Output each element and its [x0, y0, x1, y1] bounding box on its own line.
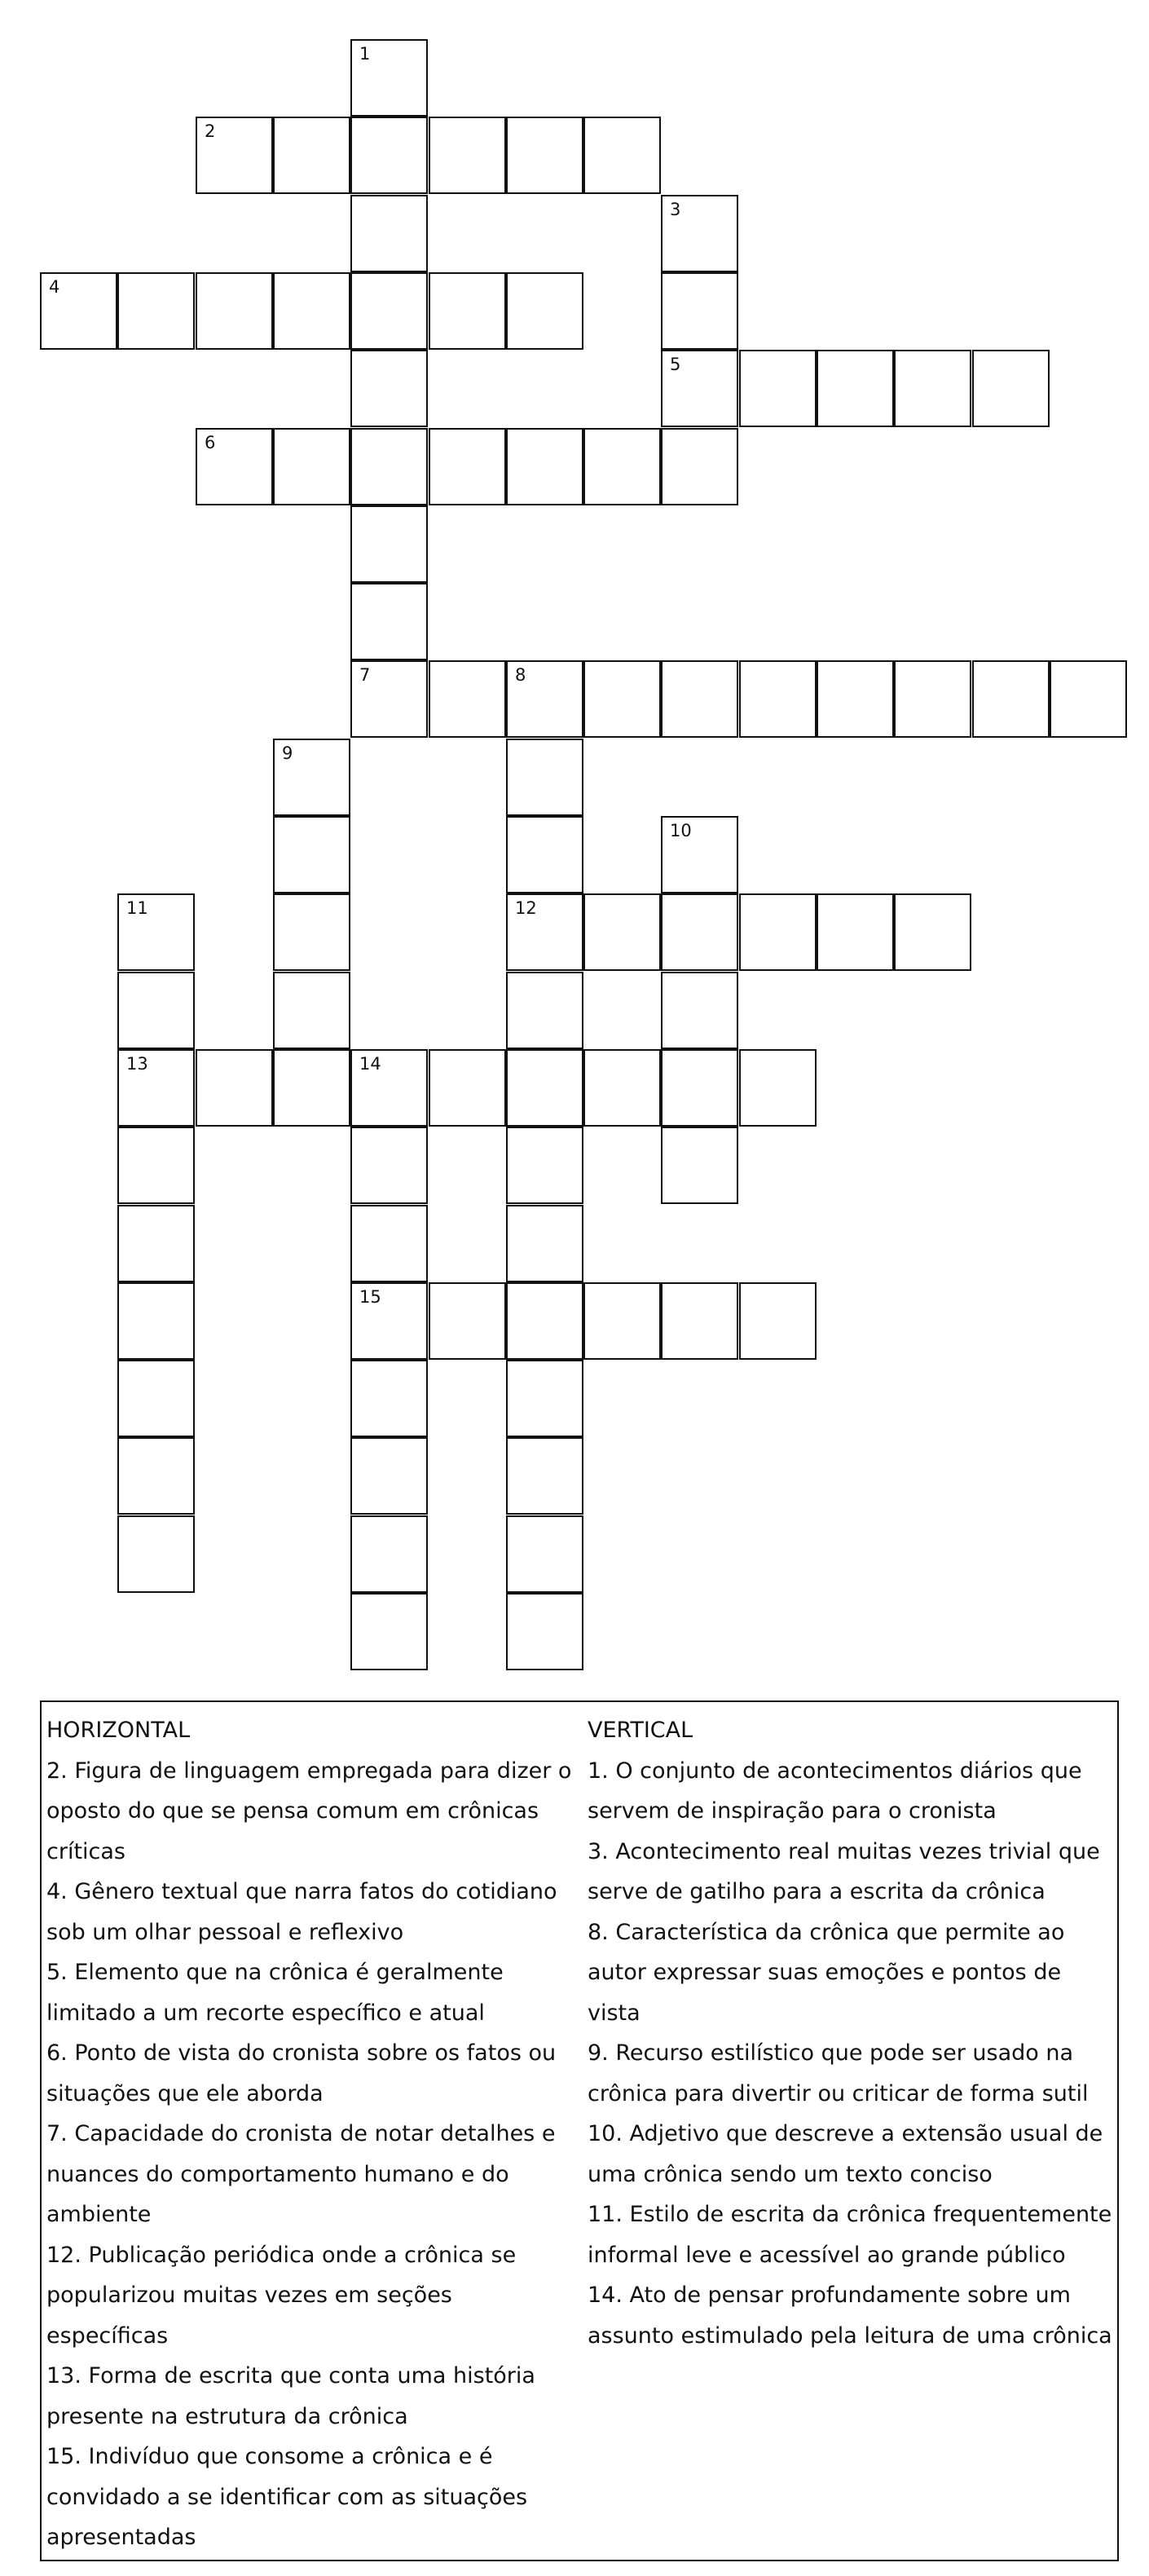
crossword-cell[interactable]: [350, 660, 428, 738]
crossword-cell[interactable]: [972, 350, 1050, 427]
clue-line: 12. Publicação periódica onde a crônica se: [46, 2242, 517, 2268]
clue-line: 13. Forma de escrita que conta uma história: [46, 2363, 535, 2389]
crossword-cell[interactable]: [661, 195, 738, 272]
crossword-cell[interactable]: [972, 660, 1050, 738]
crossword-cell[interactable]: [350, 428, 428, 505]
crossword-cell[interactable]: [583, 1282, 661, 1360]
crossword-cell[interactable]: [117, 1127, 195, 1204]
crossword-cell[interactable]: [506, 816, 583, 893]
clue-number: 1: [359, 44, 371, 64]
clue-line: 9. Recurso estilístico que pode ser usado na: [588, 2040, 1074, 2066]
crossword-cell[interactable]: [661, 972, 738, 1049]
crossword-cell[interactable]: [117, 1205, 195, 1282]
clue-number: 2: [205, 121, 216, 141]
crossword-cell[interactable]: [429, 117, 506, 194]
crossword-cell[interactable]: [196, 1049, 273, 1127]
crossword-cell[interactable]: [196, 272, 273, 350]
clue-line: 7. Capacidade do cronista de notar detalhes e: [46, 2121, 556, 2146]
crossword-cell[interactable]: [583, 428, 661, 505]
clue-line: 5. Elemento que na crônica é geralmente: [46, 1960, 504, 1985]
crossword-cell[interactable]: [350, 1049, 428, 1127]
vertical-heading: VERTICAL: [588, 1718, 693, 1743]
clue-line: 3. Acontecimento real muitas vezes trivial que: [588, 1838, 1100, 1864]
crossword-cell[interactable]: [350, 272, 428, 350]
clue-number: 11: [126, 898, 148, 918]
crossword-cell[interactable]: [117, 1515, 195, 1593]
clue-number: 14: [359, 1054, 381, 1074]
crossword-cell[interactable]: [196, 117, 273, 194]
clue-line: oposto do que se pensa comum em crônicas: [46, 1798, 539, 1824]
crossword-cell[interactable]: [350, 1282, 428, 1360]
crossword-cell[interactable]: [196, 428, 273, 505]
crossword-cell[interactable]: [661, 816, 738, 893]
crossword-cell[interactable]: [894, 893, 971, 971]
clue-line: 4. Gênero textual que narra fatos do cotidiano: [46, 1879, 557, 1904]
crossword-cell[interactable]: [273, 816, 350, 893]
clue-line: informal leve e acessível ao grande público: [588, 2242, 1066, 2268]
crossword-cell[interactable]: [350, 1593, 428, 1670]
clue-number: 10: [670, 821, 692, 840]
crossword-cell[interactable]: [506, 1049, 583, 1127]
clue-line: situações que ele aborda: [46, 2080, 324, 2106]
clue-line: nuances do comportamento humano e do: [46, 2161, 509, 2187]
crossword-cell[interactable]: [273, 117, 350, 194]
clue-number: 7: [359, 665, 371, 685]
crossword-cell[interactable]: [506, 1515, 583, 1593]
clue-line: presente na estrutura da crônica: [46, 2403, 408, 2429]
crossword-cell[interactable]: [273, 428, 350, 505]
crossword-cell[interactable]: [350, 583, 428, 660]
clue-line: convidado a se identificar com as situações: [46, 2484, 528, 2510]
crossword-cell[interactable]: [506, 1593, 583, 1670]
crossword-cell[interactable]: [429, 428, 506, 505]
clue-line: críticas: [46, 1838, 125, 1864]
vertical-clues: [588, 1710, 1117, 2356]
crossword-cell[interactable]: [506, 1127, 583, 1204]
crossword-cell[interactable]: [739, 1049, 817, 1127]
crossword-cell[interactable]: [506, 428, 583, 505]
crossword-cell[interactable]: [506, 272, 583, 350]
horizontal-heading: HORIZONTAL: [46, 1718, 191, 1743]
crossword-cell[interactable]: [661, 272, 738, 350]
crossword-cell[interactable]: [583, 1049, 661, 1127]
crossword-cell[interactable]: [117, 1437, 195, 1515]
crossword-cell[interactable]: [583, 660, 661, 738]
crossword-cell[interactable]: [506, 660, 583, 738]
crossword-cell[interactable]: [661, 350, 738, 427]
crossword-cell[interactable]: [117, 893, 195, 971]
crossword-cell[interactable]: [506, 1282, 583, 1360]
crossword-cell[interactable]: [40, 272, 117, 350]
crossword-cell[interactable]: [506, 1437, 583, 1515]
crossword-cell[interactable]: [817, 350, 894, 427]
clue-number: 4: [49, 277, 60, 297]
clue-number: 13: [126, 1054, 148, 1074]
crossword-cell[interactable]: [583, 893, 661, 971]
clue-line: autor expressar suas emoções e pontos de vista: [588, 1960, 1062, 2026]
crossword-cell[interactable]: [117, 972, 195, 1049]
crossword-cell[interactable]: [506, 739, 583, 816]
crossword-cell[interactable]: [350, 1127, 428, 1204]
clue-line: servem de inspiração para o cronista: [588, 1798, 997, 1824]
crossword-cell[interactable]: [350, 350, 428, 427]
crossword-cell[interactable]: [661, 660, 738, 738]
crossword-cell[interactable]: [273, 739, 350, 816]
crossword-cell[interactable]: [506, 1205, 583, 1282]
crossword-cell[interactable]: [429, 1049, 506, 1127]
clue-line: 11. Estilo de escrita da crônica frequentemente: [588, 2202, 1112, 2227]
clue-line: limitado a um recorte específico e atual: [46, 2000, 485, 2026]
clue-number: 15: [359, 1287, 381, 1307]
clue-line: 8. Característica da crônica que permite ao: [588, 1919, 1065, 1945]
crossword-cell[interactable]: [583, 117, 661, 194]
crossword-cell[interactable]: [429, 1282, 506, 1360]
clue-line: apresentadas: [46, 2525, 196, 2550]
clue-number: 9: [282, 743, 293, 763]
crossword-cell[interactable]: [1050, 660, 1127, 738]
clue-line: uma crônica sendo um texto conciso: [588, 2161, 993, 2187]
crossword-cell[interactable]: [894, 350, 971, 427]
crossword-cell[interactable]: [739, 893, 817, 971]
crossword-cell[interactable]: [661, 893, 738, 971]
crossword-cell[interactable]: [429, 660, 506, 738]
crossword-cell[interactable]: [429, 272, 506, 350]
crossword-cell[interactable]: [817, 893, 894, 971]
crossword-cell[interactable]: [273, 893, 350, 971]
clue-line: 15. Indivíduo que consome a crônica e é: [46, 2444, 493, 2469]
crossword-cell[interactable]: [350, 505, 428, 583]
clue-line: sob um olhar pessoal e reflexivo: [46, 1919, 404, 1945]
crossword-cell[interactable]: [273, 972, 350, 1049]
crossword-cell[interactable]: [273, 1049, 350, 1127]
clue-line: 10. Adjetivo que descreve a extensão usual de: [588, 2121, 1103, 2146]
horizontal-clues: [46, 1710, 576, 2558]
crossword-cell[interactable]: [661, 1127, 738, 1204]
crossword-cell[interactable]: [661, 428, 738, 505]
clue-line: serve de gatilho para a escrita da crônica: [588, 1879, 1046, 1904]
crossword-cell[interactable]: [894, 660, 971, 738]
crossword-cell[interactable]: [817, 660, 894, 738]
clue-box: [40, 1700, 1119, 2561]
clue-line: 2. Figura de linguagem empregada para dizer o: [46, 1758, 572, 1784]
crossword-cell[interactable]: [506, 117, 583, 194]
crossword-cell[interactable]: [117, 1282, 195, 1360]
clue-line: 14. Ato de pensar profundamente sobre um: [588, 2283, 1071, 2308]
clue-line: crônica para divertir ou criticar de forma sutil: [588, 2080, 1089, 2106]
crossword-cell[interactable]: [350, 1360, 428, 1437]
crossword-cell[interactable]: [739, 660, 817, 738]
clue-line: 1. O conjunto de acontecimentos diários que: [588, 1758, 1082, 1784]
clue-line: popularizou muitas vezes em seções específicas: [46, 2283, 452, 2349]
crossword-cell[interactable]: [350, 1515, 428, 1593]
crossword-cell[interactable]: [350, 39, 428, 117]
clue-number: 6: [205, 433, 216, 452]
crossword-cell[interactable]: [506, 972, 583, 1049]
clue-line: ambiente: [46, 2202, 152, 2227]
crossword-cell[interactable]: [273, 272, 350, 350]
crossword-cell[interactable]: [350, 117, 428, 194]
crossword-cell[interactable]: [506, 1360, 583, 1437]
crossword-cell[interactable]: [117, 1049, 195, 1127]
crossword-cell[interactable]: [661, 1282, 738, 1360]
crossword-cell[interactable]: [350, 1205, 428, 1282]
crossword-cell[interactable]: [117, 1360, 195, 1437]
crossword-cell[interactable]: [739, 350, 817, 427]
crossword-cell[interactable]: [350, 1437, 428, 1515]
clue-number: 12: [515, 898, 537, 918]
crossword-cell[interactable]: [117, 272, 195, 350]
crossword-cell[interactable]: [661, 1049, 738, 1127]
clue-line: assunto estimulado pela leitura de uma crônica: [588, 2322, 1112, 2349]
clue-number: 5: [670, 355, 681, 374]
clue-number: 3: [670, 200, 681, 219]
clue-line: 6. Ponto de vista do cronista sobre os fatos ou: [46, 2040, 557, 2066]
crossword-cell[interactable]: [350, 195, 428, 272]
crossword-cell[interactable]: [739, 1282, 817, 1360]
clue-number: 8: [515, 665, 526, 685]
crossword-cell[interactable]: [506, 893, 583, 971]
